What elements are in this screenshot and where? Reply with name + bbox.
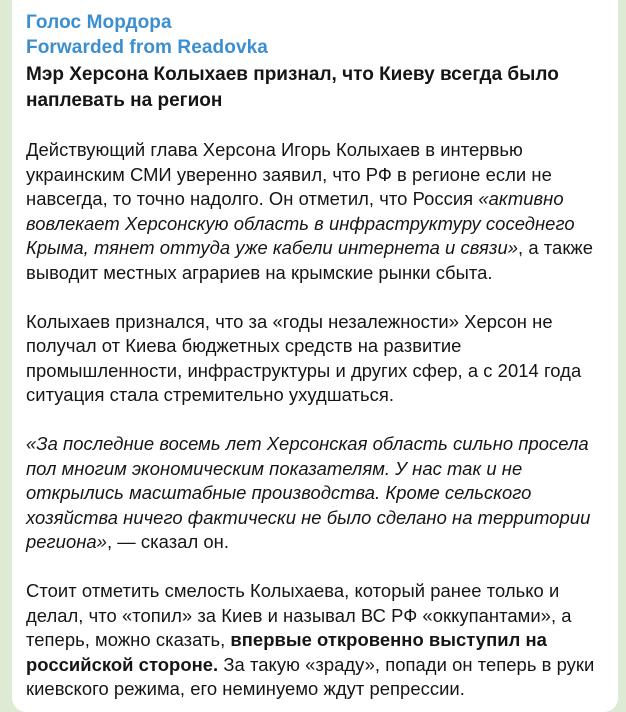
paragraph-1-text-a: Действующий глава Херсона Игорь Колыхаев в интервью украинским СМИ уверенно заявил, что РФ в регионе если не навсегда, то точно надолго. Он отметил, что Россия — [26, 139, 552, 210]
paragraph-1-text-b: , а также выводит местных аграриев на крымские рынки сбыта. — [26, 237, 594, 283]
paragraph-3-text: , — сказал он. — [106, 531, 230, 553]
paragraph-4-text-a: Стоит отметить смелость Колыхаева, который ранее только и делал, что «топил» за Киев и называл ВС РФ «оккупантами», а теперь, можно сказать, — [26, 579, 572, 651]
message-bubble — [12, 0, 618, 712]
paragraph-1 — [26, 138, 604, 286]
paragraph-3-quote: «За последние восемь лет Херсонская область сильно просела пол многим экономическим показателям. У нас так и не открылись масштабные производства. Кроме сельского хозяйства ничего фактически не было сделано на территории региона» — [26, 432, 591, 553]
forwarded-from-label[interactable]: Forwarded from Readovka — [26, 37, 268, 58]
paragraph-3 — [26, 432, 604, 555]
paragraph-4-bold: впервые откровенно выступил на российской стороне. — [26, 629, 547, 675]
message-title: Мэр Херсона Колыхаев признал, что Киеву всегда было наплевать на регион — [26, 64, 559, 111]
paragraph-4 — [26, 579, 604, 702]
paragraph-2: Колыхаев признался, что за «годы незалежности» Херсон не получал от Киева бюджетных средств на развитие промышленности, инфраструктуры и других сфер, а с 2014 года ситуация стала стремительно ухудшаться. — [26, 310, 582, 406]
paragraph-1-quote: «активно вовлекает Херсонскую область в инфраструктуру соседнего Крыма, тянет оттуда уже кабели интернета и связи» — [26, 188, 575, 259]
channel-name[interactable]: Голос Мордора — [26, 12, 172, 33]
paragraph-4-text-b: За такую «зраду», попади он теперь в руки киевского режима, его неминуемо ждут репрессии. — [26, 653, 595, 700]
